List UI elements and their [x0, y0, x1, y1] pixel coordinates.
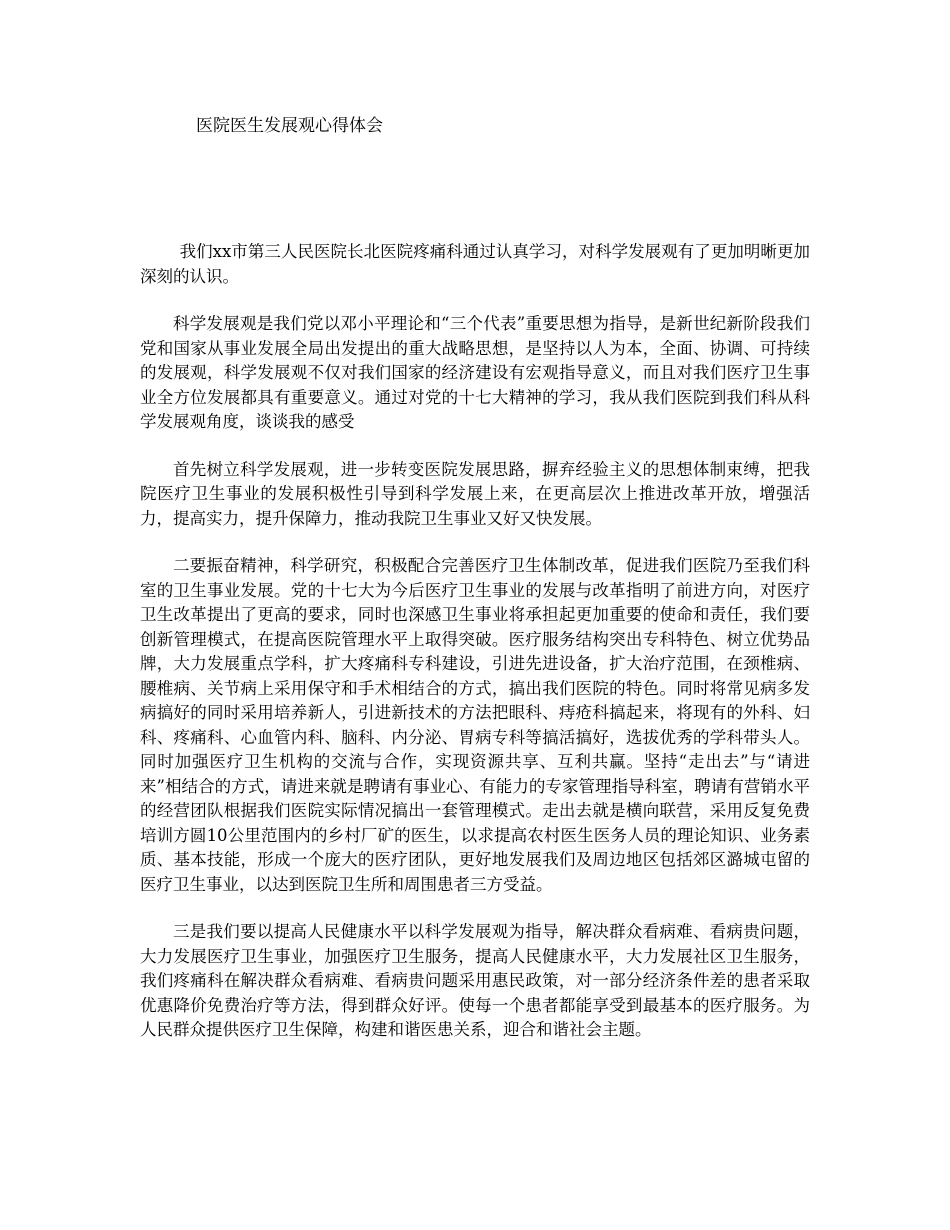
paragraph-scientific-outlook: 科学发展观是我们党以邓小平理论和“三个代表”重要思想为指导，是新世纪新阶段我们党和国家从事业发展全局出发提出的重大战略思想，是坚持以人为本，全面、协调、可持续的发展观，科学发展观不仅对我们国家的经济建设有宏观指导意义，而且对我们医疗卫生事业全方位发展都具有重要意义。通过对党的十七大精神的学习，我从我们医院到我们科从科学发展观角度，谈谈我的感受: [140, 314, 810, 431]
document-title: 医院医生发展观心得体会: [196, 116, 383, 136]
paragraph-third-point: 三是我们要以提高人民健康水平以科学发展观为指导，解决群众看病难、看病贵问题，大力发展医疗卫生事业，加强医疗卫生服务，提高人民健康水平，大力发展社区卫生服务，我们疼痛科在解决群众看病难、看病贵问题采用惠民政策，对一部分经济条件差的患者采取优惠降价免费治疗等方法，得到群众好评。使每一个患者都能享受到最基本的医疗服务。为人民群众提供医疗卫生保障，构建和谐医患关系，迎合和谐社会主题。: [140, 922, 810, 1039]
document-body: [140, 240, 810, 1066]
paragraph-intro: 我们xx市第三人民医院长北医院疼痛科通过认真学习，对科学发展观有了更加明晰更加深刻的认识。: [140, 242, 810, 286]
paragraph-first-point: 首先树立科学发展观，进一步转变医院发展思路，摒弃经验主义的思想体制束缚，把我院医疗卫生事业的发展积极性引导到科学发展上来，在更高层次上推进改革开放，增强活力，提高实力，提升保障力，推动我院卫生事业又好又快发展。: [140, 459, 810, 528]
paragraph-second-point: 二要振奋精神，科学研究，积极配合完善医疗卫生体制改革，促进我们医院乃至我们科室的卫生事业发展。党的十七大为今后医疗卫生事业的发展与改革指明了前进方向，对医疗卫生改革提出了更高的要求，同时也深感卫生事业将承担起更加重要的使命和责任，我们要创新管理模式，在提高医院管理水平上取得突破。医疗服务结构突出专科特色、树立优势品牌，大力发展重点学科，扩大疼痛科专科建设，引进先进设备，扩大治疗范围，在颈椎病、腰椎病、关节病上采用保守和手术相结合的方式，搞出我们医院的特色。同时将常见病多发病搞好的同时采用培养新人，引进新技术的方法把眼科、痔疮科搞起来，将现有的外科、妇科、疼痛科、心血管内科、脑科、内分泌、胃病专科等搞活搞好，选拔优秀的学科带头人。同时加强医疗卫生机构的交流与合作，实现资源共享、互利共赢。坚持“走出去”与“请进来”相结合的方式，请进来就是聘请有事业心、有能力的专家管理指导科室，聘请有营销水平的经营团队根据我们医院实际情况搞出一套管理模式。走出去就是横向联营，采用反复免费培训方圆10公里范围内的乡村厂矿的医生，以求提高农村医生医务人员的理论知识、业务素质、基本技能，形成一个庞大的医疗团队，更好地发展我们及周边地区包括郊区潞城屯留的医疗卫生事业，以达到医院卫生所和周围患者三方受益。: [140, 556, 810, 894]
